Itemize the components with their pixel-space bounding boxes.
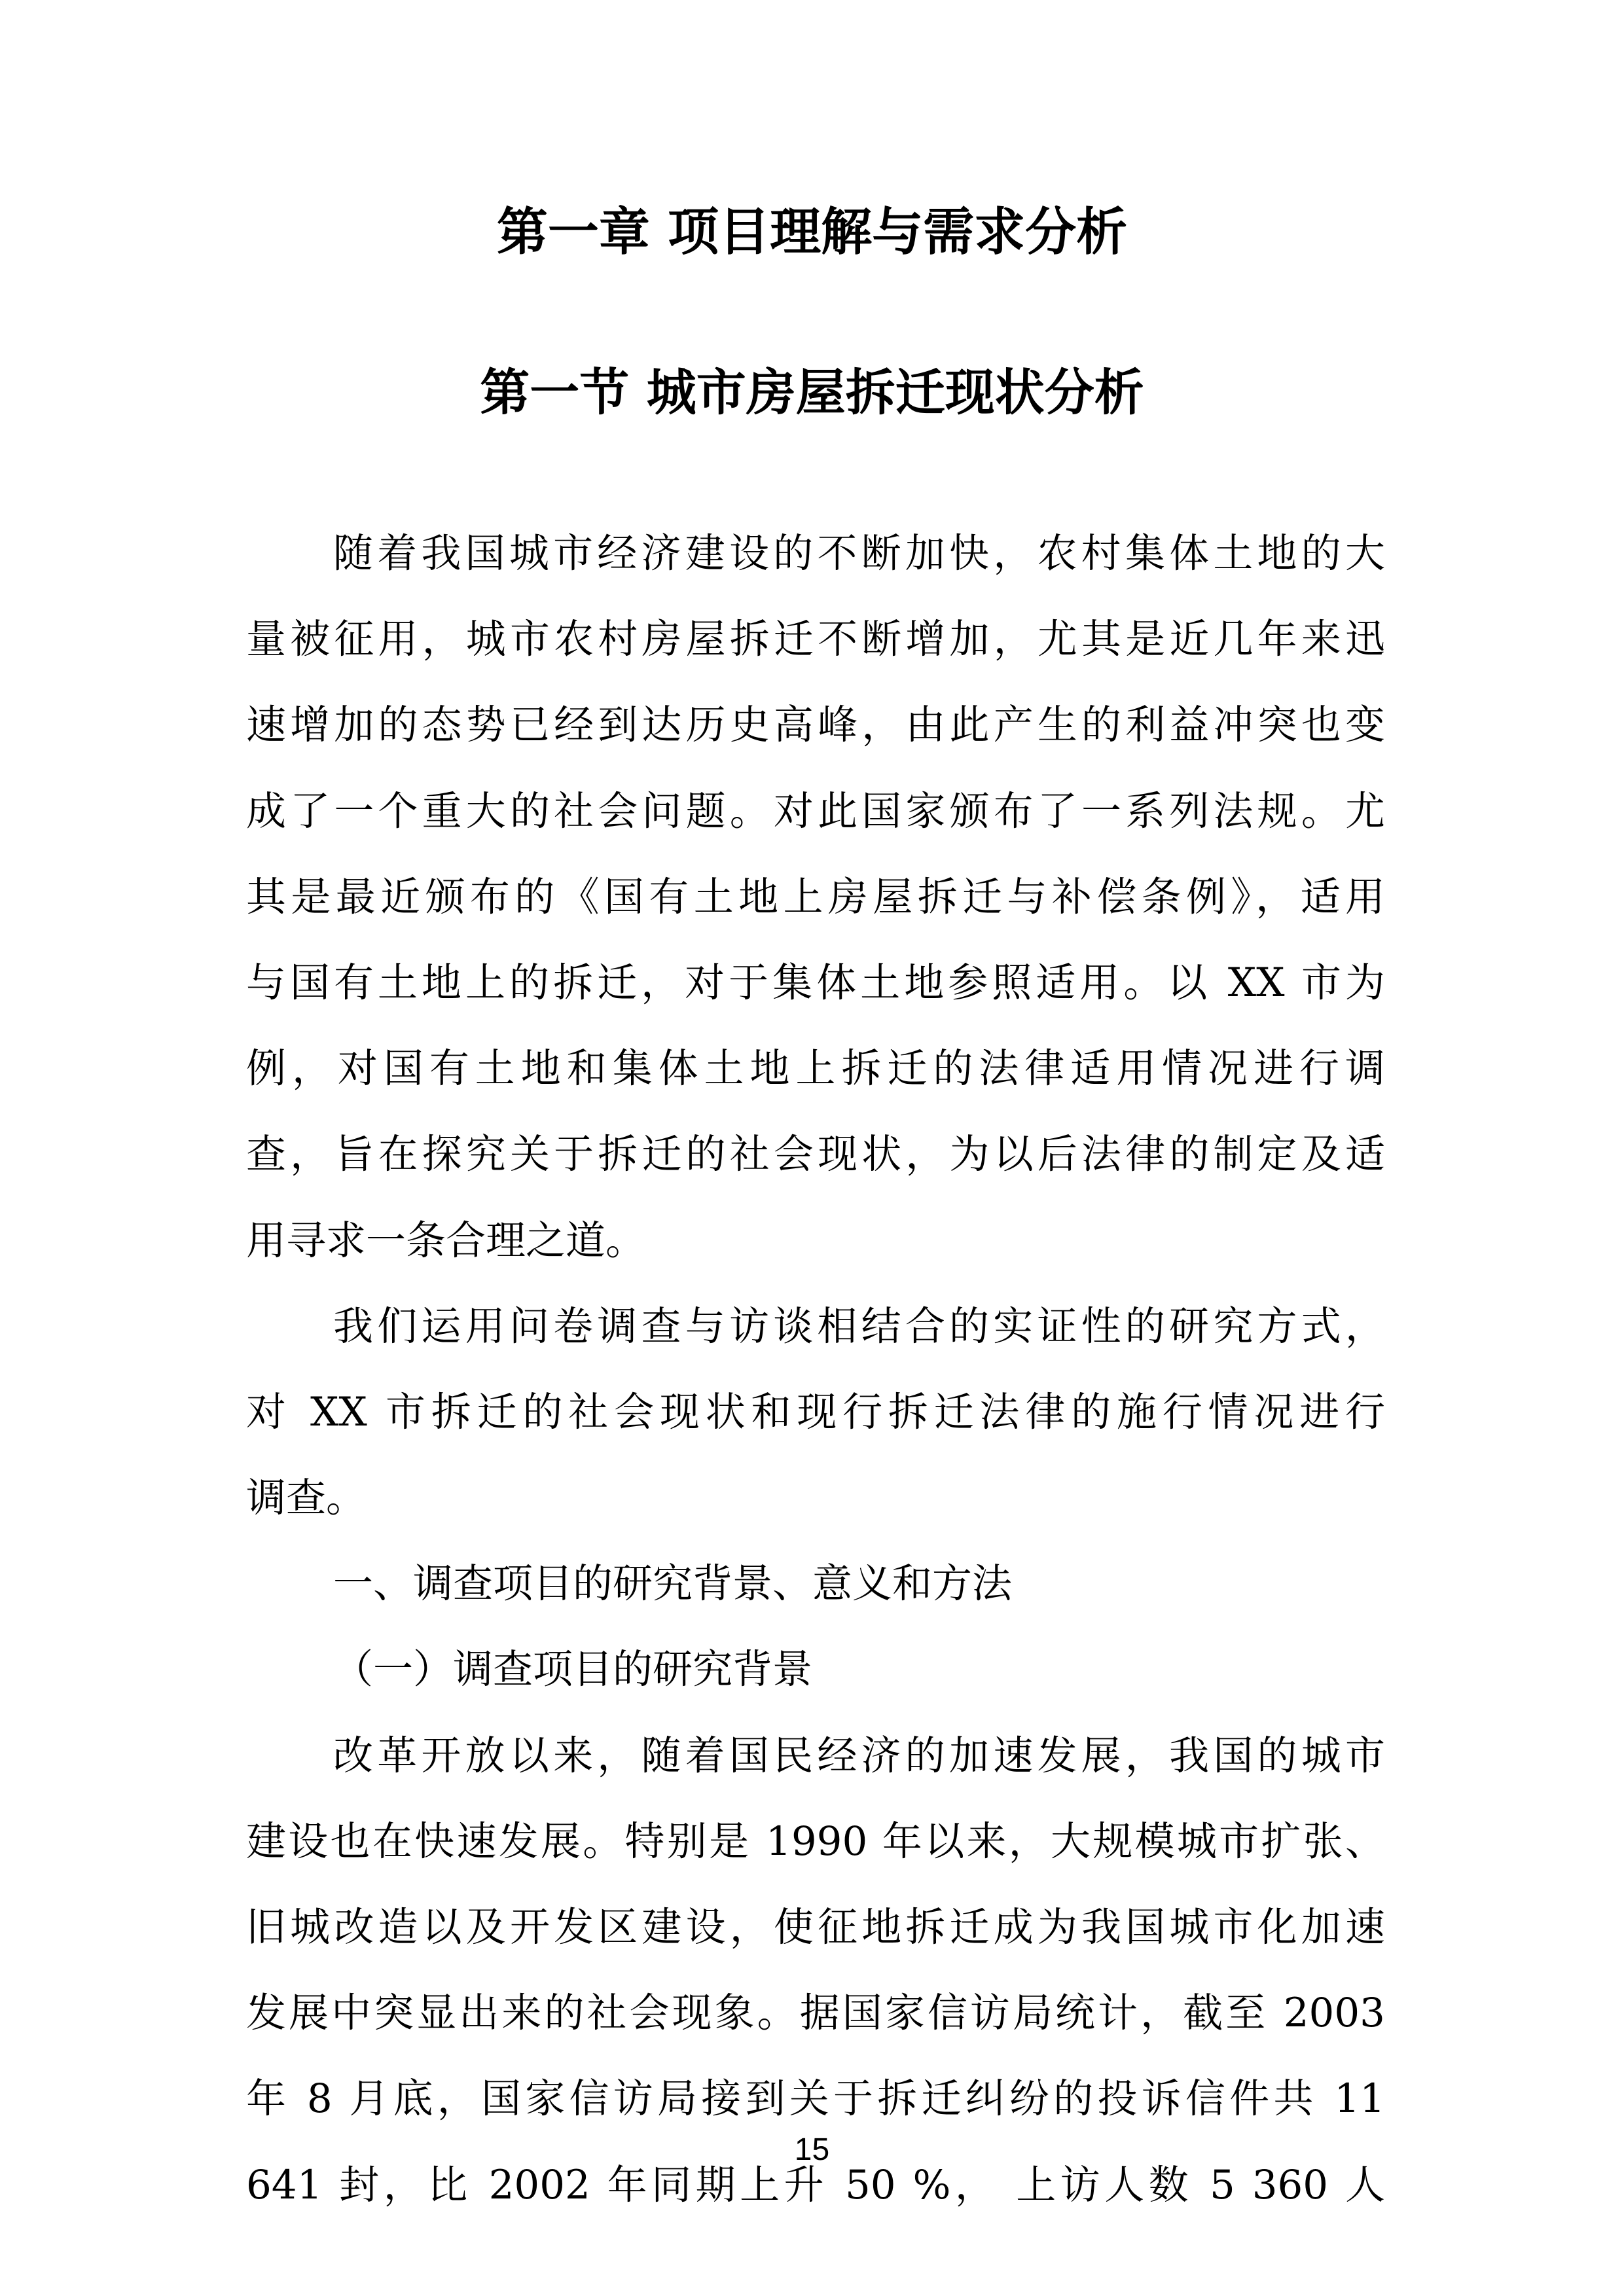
text-line: 量被征用，城市农村房屋拆迁不断增加，尤其是近几年来迅 — [246, 616, 1385, 663]
section-title: 第一节 城市房屋拆迁现状分析 — [480, 363, 1144, 422]
text-line: 对 XX 市拆迁的社会现状和现行拆迁法律的施行情况进行 — [246, 1388, 1385, 1435]
text-line: 随着我国城市经济建设的不断加快，农村集体土地的大 — [333, 530, 1385, 577]
text-line: 我们运用问卷调查与访谈相结合的实证性的研究方式， — [333, 1302, 1385, 1350]
chapter-title: 第一章 项目理解与需求分析 — [496, 203, 1128, 262]
text-line: 与国有土地上的拆迁，对于集体土地参照适用。以 XX 市为 — [246, 959, 1385, 1006]
page-number: 15 — [794, 2132, 830, 2167]
text-line: 查，旨在探究关于拆迁的社会现状，为以后法律的制定及适 — [246, 1131, 1385, 1178]
text-line: 旧城改造以及开发区建设，使征地拆迁成为我国城市化加速 — [246, 1904, 1385, 1950]
text-line: 改革开放以来，随着国民经济的加速发展，我国的城市 — [333, 1732, 1385, 1779]
text-line: 发展中突显出来的社会现象。据国家信访局统计，截至 2003 — [246, 1990, 1385, 2037]
text-line: 调查。 — [246, 1475, 367, 1522]
text-line: 成了一个重大的社会问题。对此国家颁布了一系列法规。尤 — [246, 787, 1385, 834]
text-line: 其是最近颁布的《国有土地上房屋拆迁与补偿条例》，适用 — [246, 873, 1385, 920]
text-line: 建设也在快速发展。特别是 1990 年以来，大规模城市扩张、 — [246, 1818, 1385, 1865]
text-line: 速增加的态势已经到达历史高峰，由此产生的利益冲突也变 — [246, 702, 1385, 749]
text-line: 例，对国有土地和集体土地上拆迁的法律适用情况进行调 — [246, 1045, 1385, 1092]
text-line: 一、调查项目的研究背景、意义和方法 — [333, 1560, 1013, 1607]
text-line: （一）调查项目的研究背景 — [333, 1646, 813, 1693]
text-line: 641 封，比 2002 年同期上升 50 %， 上访人数 5 360 人 — [246, 2161, 1385, 2208]
text-line: 用寻求一条合理之道。 — [246, 1217, 646, 1264]
body-text — [246, 511, 1385, 2228]
text-line: 年 8 月底，国家信访局接到关于拆迁纠纷的投诉信件共 11 — [246, 2075, 1385, 2123]
